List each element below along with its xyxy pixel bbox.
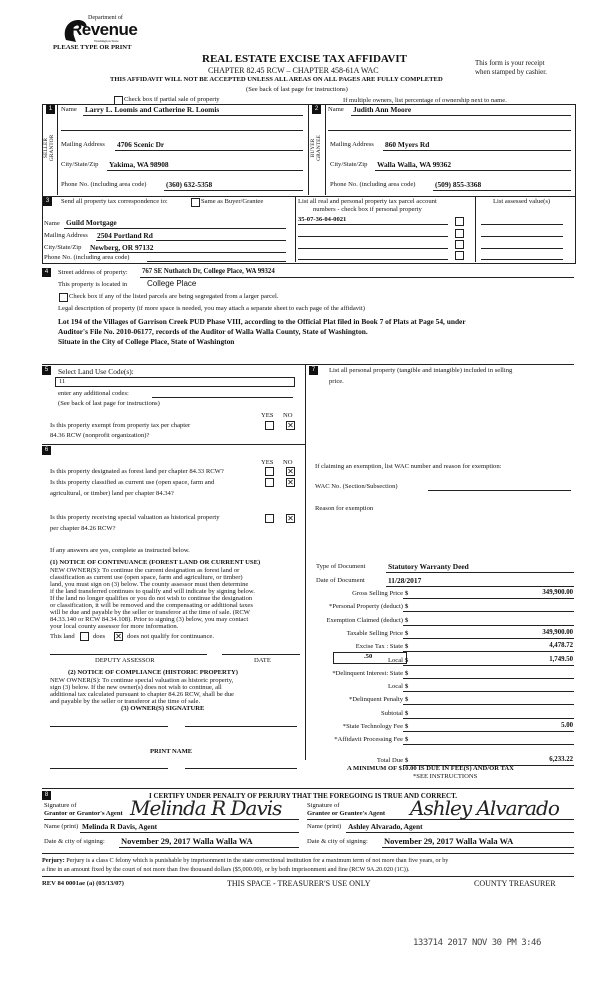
section-8-marker: 8: [42, 791, 51, 800]
land-use-see-back: (See back of last page for instructions): [58, 400, 160, 407]
wac-line: [428, 490, 571, 491]
tax-row-label: *Personal Property (deduct): [329, 603, 403, 610]
additional-codes-line: [152, 397, 293, 398]
tax-row-label: Local: [387, 657, 403, 664]
grantee-signature[interactable]: Ashley Alvarado: [410, 796, 559, 820]
parcel-line: [298, 248, 448, 249]
buyer-side-label: BUYER GRANTEE: [310, 135, 322, 161]
section-4-marker: 4: [42, 268, 51, 277]
additional-codes-label: enter any additional codes:: [58, 390, 129, 397]
current-use-question-2: agricultural, or timber) land per chapter 84.34?: [50, 490, 174, 497]
located-in-label: This property is located in: [58, 281, 128, 288]
buyer-city[interactable]: Walla Walla, WA 99362: [377, 160, 452, 169]
section-8-rule: [42, 788, 574, 789]
assessed-line: [481, 259, 563, 260]
wac-label: WAC No. (Section/Subsection): [315, 483, 398, 490]
personal-property-label-2: price.: [329, 378, 344, 385]
notice-line: 84.33.140 or RCW 84.34.108). Prior to signing (3) below, you may contact: [50, 616, 249, 623]
current-use-question: Is this property classified as current use (open space, farm and: [50, 479, 215, 486]
assessor-signature-line: [50, 654, 207, 655]
grantee-date-line: [382, 847, 574, 848]
segregated-checkbox[interactable]: [59, 293, 68, 302]
tax-row-value[interactable]: 6,233.22: [549, 756, 573, 763]
buyer-city-label: City/State/Zip: [330, 161, 368, 168]
multiple-owners-note: If multiple owners, list percentage of ownership next to name.: [343, 97, 507, 104]
grantor-name-line: [80, 832, 299, 833]
currency-sign: $: [405, 657, 409, 664]
send-correspondence-label: Send all property tax correspondence to:: [61, 198, 168, 205]
personal-property-checkbox[interactable]: [455, 217, 464, 226]
grantor-signature-label-2: Grantor or Grantor's Agent: [44, 810, 123, 817]
form-number: REV 84 0001ae (a) (03/13/07): [42, 880, 124, 887]
land-use-label: Select Land Use Code(s):: [58, 367, 134, 376]
tax-row-line: [403, 718, 574, 719]
current-use-yes-checkbox[interactable]: [265, 478, 274, 487]
parcel-number[interactable]: 35-07-36-04-0021: [298, 216, 347, 223]
center-divider: [305, 364, 306, 760]
corr-city-line: [89, 252, 286, 253]
legal-description-line-1: Lot 194 of the Villages of Garrison Creek PUD Phase VIII, according to the Official Plat filed in Book 7 of Plats at Page 54, under: [58, 317, 466, 326]
grantor-name[interactable]: Melinda R Davis, Agent: [82, 822, 158, 831]
tax-row-label: Gross Selling Price: [352, 590, 403, 597]
buyer-label-divider: [325, 104, 326, 195]
cashier-stamp: 133714 2017 NOV 30 PM 3:46: [413, 938, 541, 948]
seller-city[interactable]: Yakima, WA 98908: [109, 160, 169, 169]
currency-sign: $: [405, 630, 409, 637]
section-2-marker: 2: [312, 105, 321, 114]
this-land-label: This land: [50, 633, 75, 640]
notice-line: your local county assessor for more information.: [50, 623, 179, 630]
corr-city-label: City/State/Zip: [44, 244, 82, 251]
grantor-name-label: Name (print): [44, 823, 79, 830]
seller-phone-label: Phone No. (including area code): [61, 181, 147, 188]
historic-no-checkbox[interactable]: ✕: [287, 514, 294, 523]
corr-mailing-label: Mailing Address: [44, 232, 88, 239]
perjury-line-1: [42, 857, 448, 864]
perjury-bold: Perjury:: [42, 857, 65, 864]
located-in[interactable]: College Place: [147, 279, 197, 288]
section-3-marker: 3: [43, 197, 52, 206]
doc-date-line: [386, 586, 574, 587]
tax-row-label: Taxable Selling Price: [346, 630, 403, 637]
currency-sign: $: [405, 710, 409, 717]
same-as-buyer-label: Same as Buyer/Grantee: [201, 198, 264, 205]
logo-revenue: Revenue: [70, 20, 138, 39]
tax-row-value[interactable]: 5.00: [561, 722, 573, 729]
tax-row-value[interactable]: 349,900.00: [542, 589, 573, 596]
if-yes-note: If any answers are yes, complete as instructed below.: [50, 547, 190, 554]
land-use-code: 11: [59, 378, 66, 385]
tax-row-line: [403, 691, 574, 692]
deputy-assessor-label: DEPUTY ASSESSOR: [95, 657, 155, 664]
buyer-name-label: Name: [328, 106, 344, 113]
assessed-line: [481, 248, 563, 249]
partial-sale-label: Check box if partial sale of property: [124, 96, 220, 103]
tax-row-line: [403, 611, 574, 612]
land-use-code-field[interactable]: [55, 377, 295, 387]
doc-type-label: Type of Document: [316, 563, 366, 570]
personal-property-checkbox[interactable]: [455, 229, 464, 238]
form-warning: THIS AFFIDAVIT WILL NOT BE ACCEPTED UNLESS ALL AREAS ON ALL PAGES ARE FULLY COMPLETED: [110, 76, 443, 83]
buyer-mailing-label: Mailing Address: [330, 141, 374, 148]
perjury-text: Perjury is a class C felony which is punishable by imprisonment in the state correctional institution for a maximum term of not more than five years, or by: [66, 857, 449, 864]
grantee-signature-line: [307, 819, 574, 820]
exempt-yes-checkbox[interactable]: [265, 421, 274, 430]
parcel-header-1: List all real and personal property tax parcel account: [298, 198, 437, 205]
tax-row-line: [403, 598, 574, 599]
buyer-city-line: [375, 170, 571, 171]
seller-mailing-label: Mailing Address: [61, 141, 105, 148]
legal-description-line-2: Auditor's File No. 2010-06177, records of the Auditor of Walla Walla County, State of Washington.: [58, 327, 368, 336]
buyer-phone-line: [433, 190, 571, 191]
tax-row-line: [403, 731, 574, 732]
does-not-qualify-checkbox[interactable]: ✕: [115, 632, 122, 641]
seller-city-line: [107, 170, 303, 171]
form-title: REAL ESTATE EXCISE TAX AFFIDAVIT: [202, 53, 407, 65]
corr-mailing-line: [96, 240, 286, 241]
street-address-label: Street address of property:: [58, 269, 128, 276]
parcel-divider: [295, 196, 296, 262]
parties-divider: [308, 104, 309, 195]
tax-row-line: [403, 665, 574, 666]
corr-name-line: [64, 228, 286, 229]
tax-row-value[interactable]: 349,900.00: [542, 629, 573, 636]
receipt-note-2: when stamped by cashier.: [475, 68, 547, 76]
tax-row-line: [403, 651, 574, 652]
print-name-line: [185, 768, 297, 769]
legal-description-line-3: Situate in the City of College Place, State of Washington: [58, 337, 235, 346]
buyer-phone-label: Phone No. (including area code): [330, 181, 416, 188]
receipt-note-1: This form is your receipt: [475, 59, 545, 67]
owner-signature-line: [50, 726, 168, 727]
tax-row-label: Excise Tax : State: [355, 643, 403, 650]
currency-sign: $: [405, 670, 409, 677]
assessed-divider: [475, 196, 476, 262]
grantee-signature-label-2: Grantee or Grantee's Agent: [307, 810, 386, 817]
notice-line: and payable by the seller or transferor at the time of sale.: [50, 698, 201, 705]
tax-row-label: Local: [387, 683, 403, 690]
does-label: does: [93, 633, 106, 640]
section-5-marker: 5: [42, 366, 51, 375]
grantor-date-label: Date & city of signing:: [44, 838, 105, 845]
doc-type[interactable]: Statutory Warranty Deed: [388, 562, 469, 571]
segregated-label: Check box if any of the listed parcels are being segregated from a larger parcel.: [69, 293, 279, 300]
doc-type-line: [386, 572, 574, 573]
doc-date-label: Date of Document: [316, 577, 365, 584]
seller-side-label: SELLER GRANTOR: [43, 134, 55, 162]
tax-row-line: [403, 678, 574, 679]
yes-header: YES: [261, 412, 274, 419]
street-line: [140, 277, 574, 278]
notice-compliance-title: (2) NOTICE OF COMPLIANCE (HISTORIC PROPERTY): [68, 669, 238, 676]
exempt-question: Is this property exempt from property tax per chapter: [50, 422, 191, 429]
street-address[interactable]: 767 SE Nuthatch Dr, College Place, WA 99324: [142, 268, 275, 275]
historic-question: Is this property receiving special valuation as historical property: [50, 514, 220, 521]
tax-row-label: Subtotal: [381, 710, 403, 717]
currency-sign: $: [405, 736, 409, 743]
assessor-date-label: DATE: [254, 657, 271, 664]
parcel-line: [298, 236, 448, 237]
seller-phone[interactable]: (360) 632-5358: [166, 180, 213, 189]
currency-sign: $: [405, 723, 409, 730]
form-chapter: CHAPTER 82.45 RCW – CHAPTER 458-61A WAC: [208, 66, 379, 75]
notice-line: if the land transferred continues to qualify and will indicate by signing below.: [50, 588, 255, 595]
legal-description-label: Legal description of property (if more space is needed, you may attach a separate sheet to each page of the affidavit): [58, 305, 365, 312]
no-header: NO: [283, 459, 293, 466]
tax-row-label: *State Technology Fee: [342, 723, 403, 730]
buyer-mailing-line: [383, 150, 571, 151]
corr-city[interactable]: Newberg, OR 97132: [90, 243, 154, 252]
footer-rule-2: [42, 876, 574, 877]
notice-line: If the land no longer qualifies or you do not wish to continue the designation: [50, 595, 253, 602]
perjury-line-2: a fine in an amount fixed by the court of not more than five thousand dollars ($5,000.00), or by both imprisonment and fine (RCW 9A.20.020 (1C)).: [42, 866, 410, 873]
forest-question: Is this property designated as forest land per chapter 84.33 RCW?: [50, 468, 224, 475]
grantee-date-label: Date & city of signing:: [307, 838, 368, 845]
notice-line: classification as current use (open space, farm and agriculture, or timber): [50, 574, 243, 581]
buyer-name-line-2: [328, 130, 571, 131]
buyer-name-line: [351, 115, 571, 116]
seller-city-label: City/State/Zip: [61, 161, 99, 168]
yes-header: YES: [261, 459, 274, 466]
section-6-rule: [42, 444, 305, 445]
forest-no-checkbox[interactable]: ✕: [287, 467, 294, 476]
assessed-header: List assessed value(s): [493, 198, 551, 205]
notice-line: or classification, it will be removed and the compensating or additional taxes: [50, 602, 253, 609]
grantee-name-label: Name (print): [307, 823, 342, 830]
tax-row-value[interactable]: 1,749.50: [549, 656, 573, 663]
corr-name[interactable]: Guild Mortgage: [66, 218, 117, 227]
owner-signature-line: [185, 726, 297, 727]
doc-date[interactable]: 11/28/2017: [388, 576, 422, 585]
seller-name[interactable]: Larry L. Loomis and Catherine R. Loomis: [85, 105, 220, 114]
tax-row-line: [403, 638, 574, 639]
parcel-line: [298, 259, 448, 260]
notice-line: sign (3) below. If the new owner(s) does not wish to continue, all: [50, 684, 222, 691]
historic-yes-checkbox[interactable]: [265, 514, 274, 523]
grantee-name[interactable]: Ashley Alvarado, Agent: [348, 822, 423, 831]
section-1-marker: 1: [46, 105, 55, 114]
currency-sign: $: [405, 683, 409, 690]
county-treasurer-label: COUNTY TREASURER: [474, 879, 556, 888]
parcel-header-2: numbers - check box if personal property: [313, 206, 422, 213]
seller-phone-line: [164, 190, 303, 191]
local-rate: .50: [364, 653, 373, 660]
grantee-date[interactable]: November 29, 2017 Walla Wala WA: [384, 836, 514, 846]
section-6-marker: 6: [42, 446, 51, 455]
does-qualify-checkbox[interactable]: [80, 632, 89, 641]
currency-sign: $: [405, 757, 409, 764]
exempt-question-2: 84.36 RCW (nonprofit organization)?: [50, 432, 150, 439]
grantee-name-line: [346, 832, 574, 833]
same-as-buyer-checkbox[interactable]: [191, 198, 200, 207]
owner-signature-label: (3) OWNER(S) SIGNATURE: [121, 705, 205, 712]
tax-row-line: [403, 625, 574, 626]
notice-line: additional tax calculated pursuant to chapter 84.26 RCW, shall be due: [50, 691, 234, 698]
currency-sign: $: [405, 590, 409, 597]
currency-sign: $: [405, 617, 409, 624]
seller-name-line: [83, 115, 303, 116]
exemption-reason-label: Reason for exemption: [315, 505, 374, 512]
corr-phone-line: [147, 261, 286, 262]
grantor-date-line: [119, 847, 299, 848]
assessed-line: [481, 236, 563, 237]
assessed-line: [481, 224, 563, 225]
exempt-no-checkbox[interactable]: ✕: [287, 421, 294, 430]
tax-row-label: Total Due: [376, 757, 403, 764]
notice-line: NEW OWNER(S): To continue special valuation as historic property,: [50, 677, 234, 684]
print-name-label: PRINT NAME: [150, 748, 193, 755]
seller-label-divider: [57, 104, 58, 195]
grantor-signature[interactable]: Melinda R Davis: [130, 796, 282, 820]
see-instructions-note: *SEE INSTRUCTIONS: [413, 773, 478, 780]
exemption-label: If claiming an exemption, list WAC number and reason for exemption:: [315, 463, 502, 470]
currency-sign: $: [405, 643, 409, 650]
personal-property-label: List all personal property (tangible and intangible) included in selling: [329, 367, 513, 374]
corr-mailing[interactable]: 2504 Portland Rd: [97, 231, 153, 240]
tax-row-label: *Affidavit Processing Fee: [334, 736, 403, 743]
notice-line: land, you must sign on (3) below. The county assessor must then determine: [50, 581, 249, 588]
currency-sign: $: [405, 696, 409, 703]
notice-continuance-title: (1) NOTICE OF CONTINUANCE (FOREST LAND OR CURRENT USE): [50, 559, 261, 566]
logo-state: Washington State: [94, 39, 119, 43]
personal-property-checkbox[interactable]: [455, 240, 464, 249]
corr-phone-label: Phone No. (including area code): [44, 254, 130, 261]
seller-mailing[interactable]: 4706 Scenic Dr: [117, 140, 165, 149]
buyer-mailing[interactable]: 860 Myers Rd: [385, 140, 430, 149]
tax-row-value[interactable]: 4,478.72: [549, 642, 573, 649]
print-name-line: [50, 768, 168, 769]
parcel-line: [298, 224, 448, 225]
corr-name-label: Name: [44, 220, 60, 227]
notice-line: will be due and payable by the seller or transferor at the time of sale. (RCW: [50, 609, 250, 616]
seller-name-label: Name: [61, 106, 77, 113]
personal-property-checkbox[interactable]: [455, 251, 464, 260]
please-type-note: PLEASE TYPE OR PRINT: [53, 44, 132, 51]
grantor-signature-line: [44, 819, 299, 820]
section-5-top-rule: [42, 364, 574, 365]
minimum-due-note: A MINIMUM OF $10.00 IS DUE IN FEE(S) AND/OR TAX: [347, 765, 514, 772]
currency-sign: $: [405, 603, 409, 610]
seller-name-line-2: [61, 130, 303, 131]
buyer-name[interactable]: Judith Ann Moore: [353, 105, 412, 114]
footer-rule: [42, 853, 574, 854]
section-7-marker: 7: [309, 366, 318, 375]
does-not-label: does not qualify for continuance.: [127, 633, 214, 640]
grantor-signature-label: Signature of: [44, 802, 77, 809]
tax-row-label: Exemption Claimed (deduct): [326, 617, 403, 624]
buyer-phone[interactable]: (509) 855-3368: [435, 180, 482, 189]
seller-mailing-line: [115, 150, 303, 151]
grantor-date[interactable]: November 29, 2017 Walla Walla WA: [121, 836, 253, 846]
certify-statement: I CERTIFY UNDER PENALTY OF PERJURY THAT THE FOREGOING IS TRUE AND CORRECT.: [149, 792, 458, 800]
current-use-no-checkbox[interactable]: ✕: [287, 478, 294, 487]
historic-question-2: per chapter 84.26 RCW?: [50, 525, 116, 532]
grantee-signature-label: Signature of: [307, 802, 340, 809]
forest-yes-checkbox[interactable]: [265, 467, 274, 476]
tax-row-line: [403, 704, 574, 705]
assessor-date-line: [222, 654, 300, 655]
see-back-note: (See back of last page for instructions): [246, 86, 348, 93]
tax-row-line: [403, 744, 574, 745]
no-header: NO: [283, 412, 293, 419]
tax-row-label: *Delinquent Interest: State: [332, 670, 403, 677]
notice-line: NEW OWNER(S): To continue the current designation as forest land or: [50, 567, 240, 574]
treasurer-space-label: THIS SPACE - TREASURER'S USE ONLY: [227, 879, 371, 888]
logo-department: Department of: [88, 15, 123, 21]
tax-row-label: *Delinquent Penalty: [348, 696, 403, 703]
